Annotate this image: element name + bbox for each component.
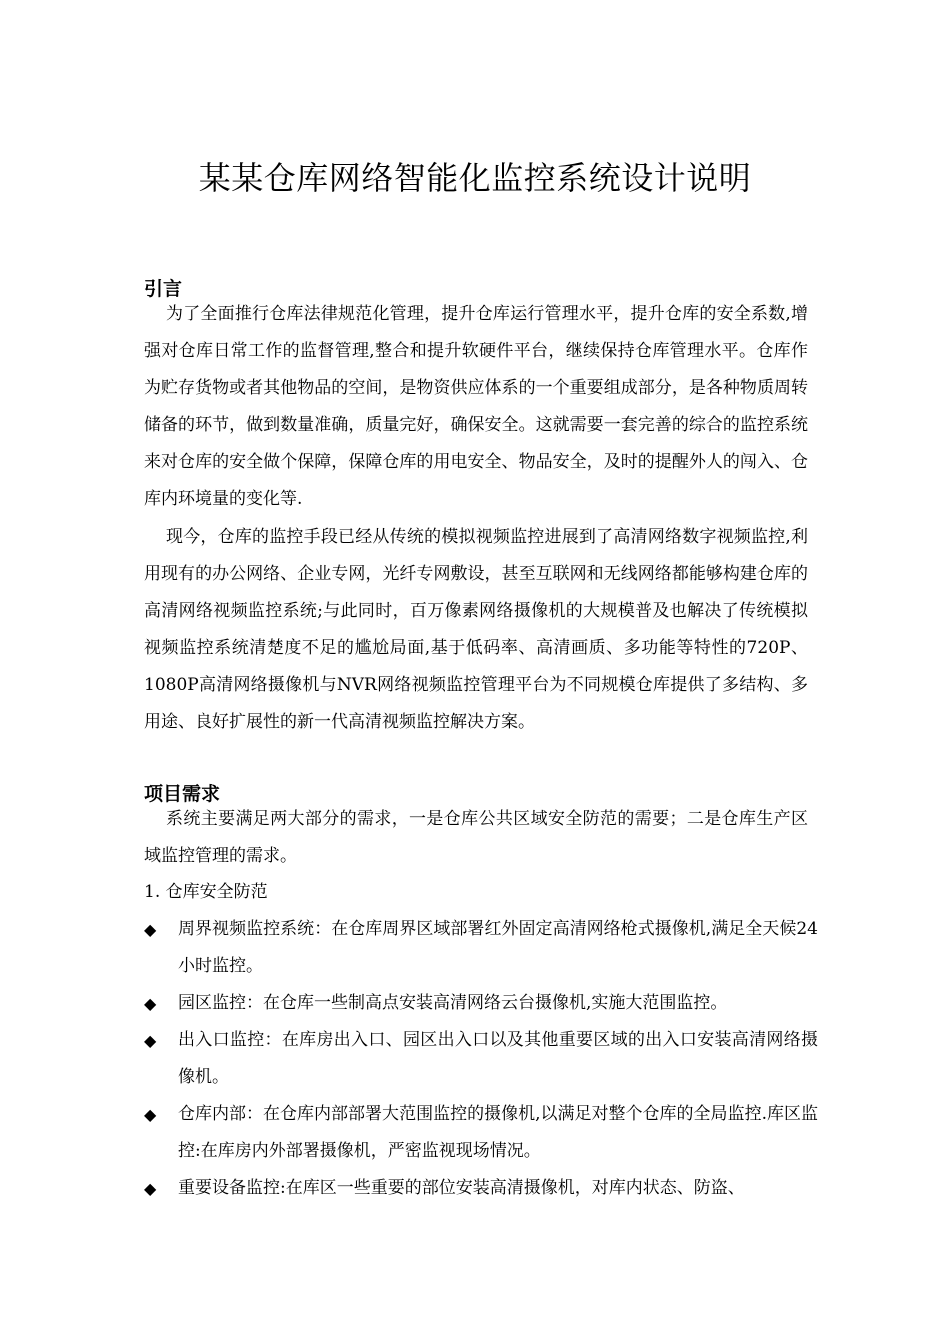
bullet-text-campus: 园区监控：在仓库一些制高点安装高清网络云台摄像机,实施大范围监控。 bbox=[178, 993, 728, 1013]
bullet-text-perimeter: 周界视频监控系统：在仓库周界区域部署红外固定高清网络枪式摄像机,满足全天候24小时监控。 bbox=[178, 919, 818, 976]
numbered-item-security: 1. 仓库安全防范 bbox=[144, 882, 268, 902]
document-title: 某某仓库网络智能化监控系统设计说明 bbox=[198, 159, 752, 197]
intro-paragraph-2: 现今，仓库的监控手段已经从传统的模拟视频监控进展到了高清网络数字视频监控,利用现有的办公网络、企业专网，光纤专网敷设，甚至互联网和无线网络都能够构建仓库的高清网络视频监控系统;与此同时，百万像素网络摄像机的大规模普及也解决了传统模拟视频监控系统清楚度不足的尴尬局面,基于低码率、高清画质、多功能等特性的720P、1080P高清网络摄像机与NVR网络视频监控管理平台为不同规模仓库提供了多结构、多用途、良好扩展性的新一代高清视频监控解决方案。 bbox=[144, 527, 808, 732]
section-heading-requirements: 项目需求 bbox=[144, 783, 221, 805]
section-heading-intro: 引言 bbox=[144, 278, 183, 300]
bullet-text-equipment: 重要设备监控:在库区一些重要的部位安装高清摄像机，对库内状态、防盗、 bbox=[178, 1178, 745, 1198]
intro-paragraph-1: 为了全面推行仓库法律规范化管理，提升仓库运行管理水平，提升仓库的安全系数,增强对仓库日常工作的监督管理,整合和提升软硬件平台，继续保持仓库管理水平。仓库作为贮存货物或者其他物品的空间，是物资供应体系的一个重要组成部分，是各种物质周转储备的环节，做到数量准确，质量完好，确保安全。这就需要一套完善的综合的监控系统来对仓库的安全做个保障，保障仓库的用电安全、物品安全，及时的提醒外人的闯入、仓库内环境量的变化等. bbox=[144, 304, 808, 509]
diamond-bullet-icon: ◆ bbox=[144, 1105, 157, 1124]
bullet-list bbox=[144, 911, 824, 1207]
diamond-bullet-icon: ◆ bbox=[144, 920, 157, 939]
list-item bbox=[144, 1170, 824, 1207]
list-item bbox=[144, 1022, 824, 1096]
diamond-bullet-icon: ◆ bbox=[144, 994, 157, 1013]
requirements-paragraph: 系统主要满足两大部分的需求，一是仓库公共区域安全防范的需要；二是仓库生产区域监控管理的需求。 bbox=[144, 809, 808, 866]
list-item bbox=[144, 985, 824, 1022]
diamond-bullet-icon: ◆ bbox=[144, 1179, 157, 1198]
diamond-bullet-icon: ◆ bbox=[144, 1031, 157, 1050]
list-item bbox=[144, 1096, 824, 1170]
bullet-text-interior: 仓库内部：在仓库内部部署大范围监控的摄像机,以满足对整个仓库的全局监控.库区监控:在库房内外部署摄像机，严密监视现场情况。 bbox=[178, 1104, 818, 1161]
list-item bbox=[144, 911, 824, 985]
bullet-text-entrance: 出入口监控：在库房出入口、园区出入口以及其他重要区域的出入口安装高清网络摄像机。 bbox=[178, 1030, 818, 1087]
